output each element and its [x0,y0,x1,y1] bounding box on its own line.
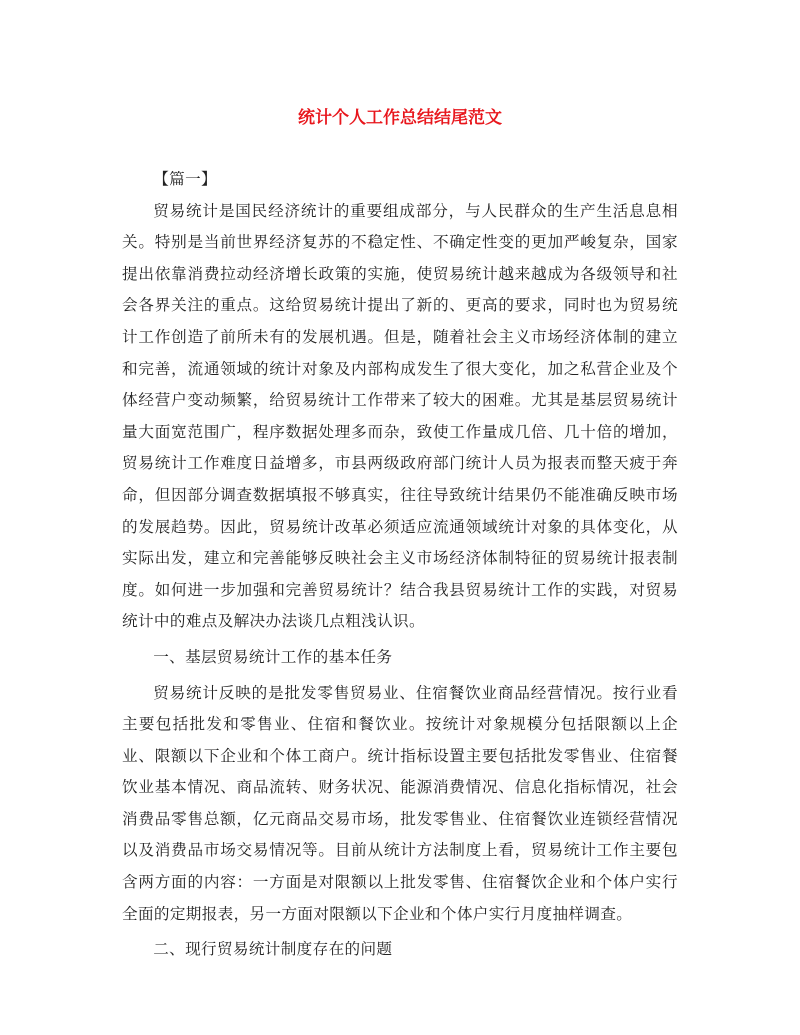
document-title: 统计个人工作总结结尾范文 [298,108,502,128]
document-body [122,164,678,966]
section-label: 【篇一】 [153,170,217,188]
section-heading: 二、现行贸易统计制度存在的问题 [153,940,393,959]
section-heading: 一、基层贸易统计工作的基本任务 [153,647,393,666]
body-paragraph: 贸易统计是国民经济统计的重要组成部分，与人民群众的生产生活息息相关。特别是当前世界经济复苏的不稳定性、不确定性变的更加严峻复杂，国家提出依靠消费拉动经济增长政策的实施，使贸易统计越来越成为各级领导和社会各界关注的重点。这给贸易统计提出了新的、更高的要求，同时也为贸易统计工作创造了前所未有的发展机遇。但是，随着社会主义市场经济体制的建立和完善，流通领域的统计对象及内部构成发生了很大变化，加之私营企业及个体经营户变动频繁，给贸易统计工作带来了较大的困难。尤其是基层贸易统计量大面宽范围广，程序数据处理多而杂，致使工作量成几倍、几十倍的增加，贸易统计工作难度日益增多，市县两级政府部门统计人员为报表而整天疲于奔命，但因部分调查数据填报不够真实，往往导致统计结果仍不能准确反映市场的发展趋势。因此，贸易统计改革必须适应流通领域统计对象的具体变化，从实际出发，建立和完善能够反映社会主义市场经济体制特征的贸易统计报表制度。如何进一步加强和完善贸易统计？结合我县贸易统计工作的实践，对贸易统计中的难点及解决办法谈几点粗浅认识。 [122,201,678,631]
body-paragraph: 贸易统计反映的是批发零售贸易业、住宿餐饮业商品经营情况。按行业看主要包括批发和零售业、住宿和餐饮业。按统计对象规模分包括限额以上企业、限额以下企业和个体工商户。统计指标设置主要包括批发零售业、住宿餐饮业基本情况、商品流转、财务状况、能源消费情况、信息化指标情况，社会消费品零售总额，亿元商品交易市场，批发零售业、住宿餐饮业连锁经营情况以及消费品市场交易情况等。目前从统计方法制度上看，贸易统计工作主要包含两方面的内容：一方面是对限额以上批发零售、住宿餐饮企业和个体户实行全面的定期报表，另一方面对限额以下企业和个体户实行月度抽样调查。 [122,683,678,923]
